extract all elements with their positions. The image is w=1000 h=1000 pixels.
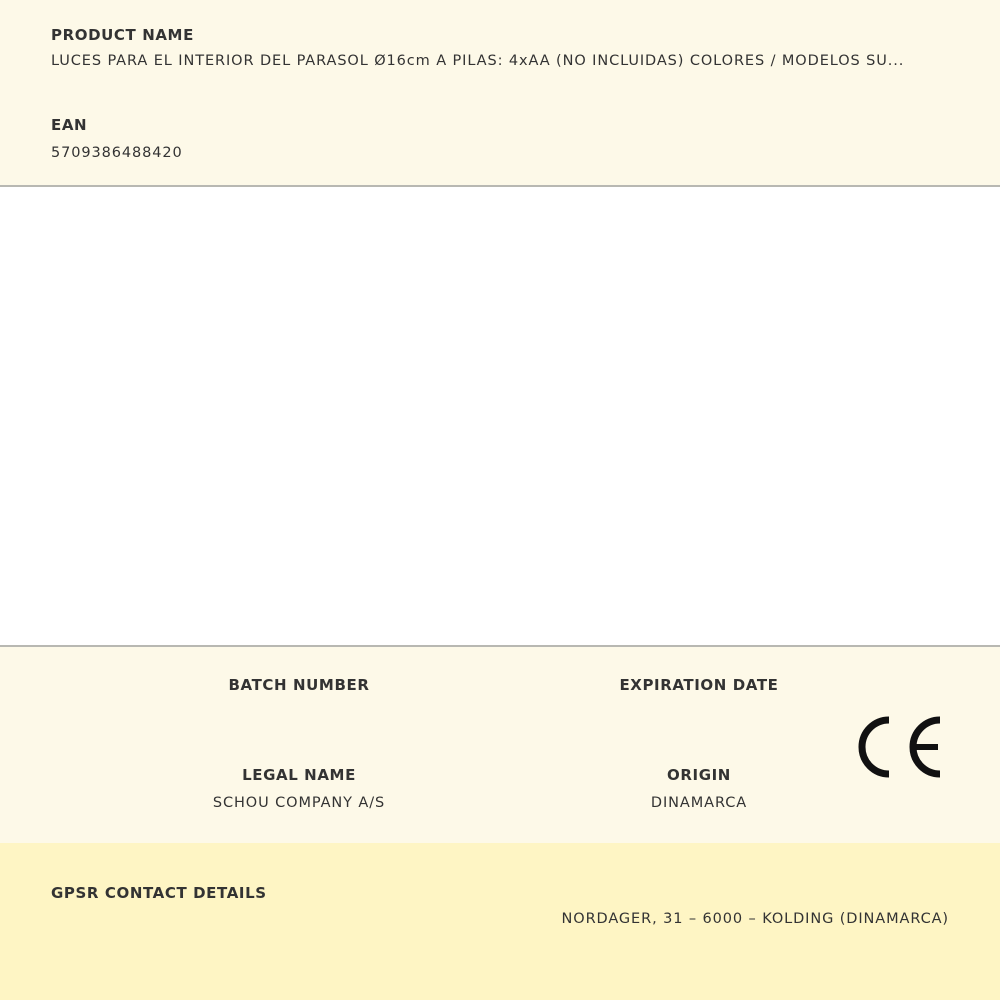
product-name-label: PRODUCT NAME <box>51 26 194 44</box>
gpsr-address-value: NORDAGER, 31 – 6000 – KOLDING (DINAMARCA) <box>561 911 949 927</box>
blank-content-area <box>0 187 1000 645</box>
ce-mark-icon <box>858 715 944 779</box>
ean-value: 5709386488420 <box>51 145 183 161</box>
origin-label: ORIGIN <box>667 766 731 784</box>
gpsr-contact-section <box>0 843 1000 1000</box>
product-info-section <box>0 0 1000 187</box>
gpsr-contact-label: GPSR CONTACT DETAILS <box>51 884 267 902</box>
product-name-value: LUCES PARA EL INTERIOR DEL PARASOL Ø16cm A PILAS: 4xAA (NO INCLUIDAS) COLORES / MODELOS SU... <box>51 53 905 69</box>
legal-name-value: SCHOU COMPANY A/S <box>212 795 386 811</box>
legal-name-label: LEGAL NAME <box>242 766 356 784</box>
batch-number-label: BATCH NUMBER <box>228 676 370 694</box>
compliance-info-section <box>0 645 1000 845</box>
origin-value: DINAMARCA <box>650 795 748 811</box>
expiration-date-label: EXPIRATION DATE <box>619 676 779 694</box>
ean-label: EAN <box>51 116 88 134</box>
